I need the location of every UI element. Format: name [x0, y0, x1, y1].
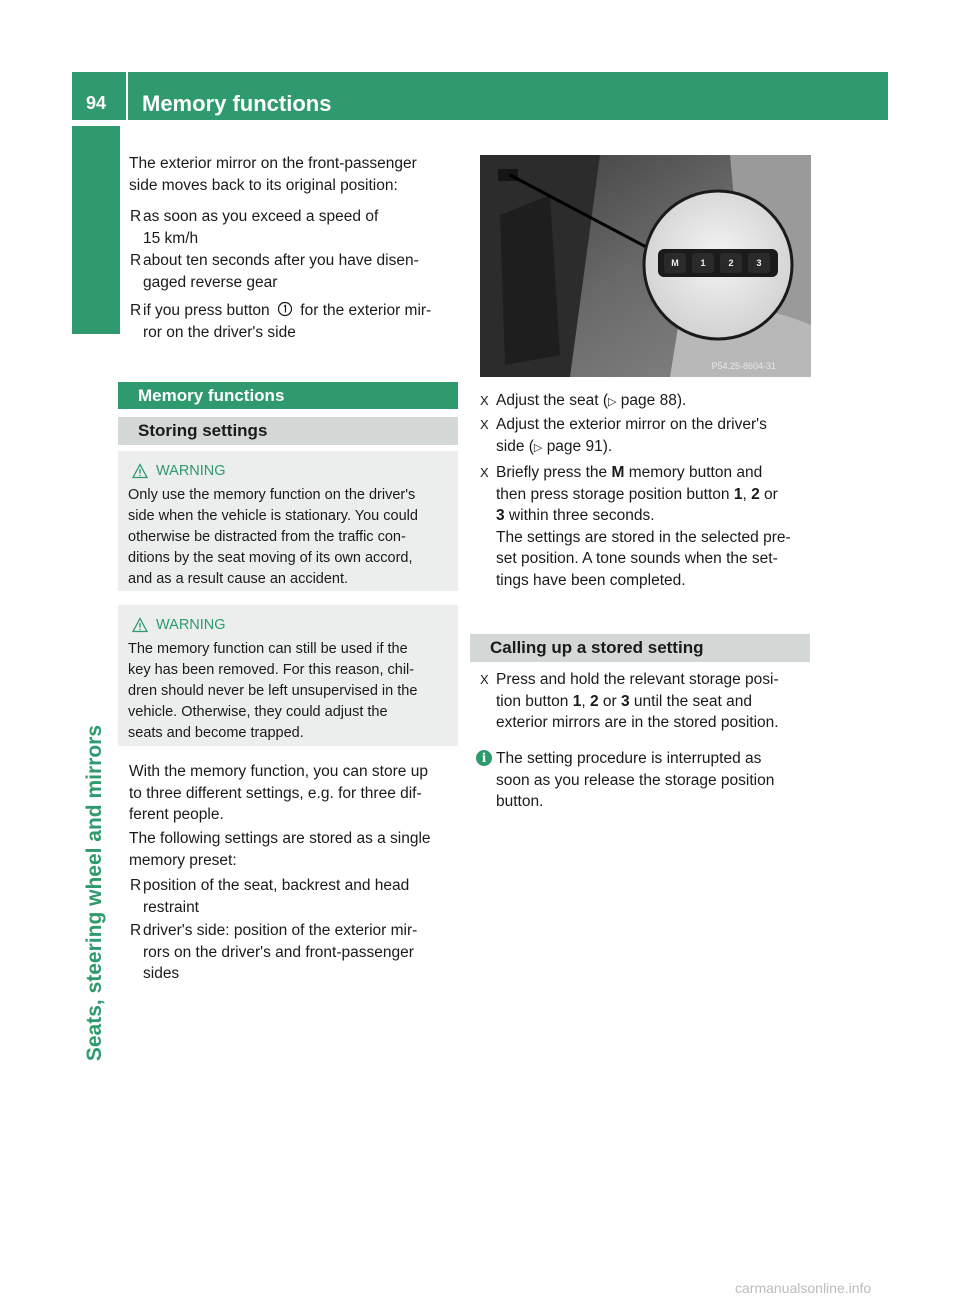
photo-code: P54.25-8604-31: [711, 361, 776, 371]
page-ref-arrow-icon: ▷: [608, 396, 617, 408]
intro-text: The exterior mirror on the front-passenger side moves back to its original position:: [129, 155, 417, 194]
list-item: R if you press button for the exterior mir- ror on the driver's side: [130, 302, 432, 341]
info-icon: i: [476, 750, 492, 766]
warning-icon: [132, 617, 148, 633]
circled-1-icon: [277, 301, 293, 317]
sub-heading: Storing settings: [118, 417, 458, 445]
page-number: 94: [86, 93, 107, 113]
list-item: R driver's side: position of the exterior mir- rors on the driver's and front-passenger sides: [130, 922, 418, 982]
step-item: X Briefly press the M memory button and then press storage position button 1, 2 or 3 within three seconds. The settings are stored in the selected pre- set position. A tone sounds when the set- tings have been completed.: [480, 464, 791, 589]
header-divider: [126, 72, 128, 120]
sub-heading: Calling up a stored setting: [470, 634, 810, 662]
memory-2-label: 2: [728, 258, 734, 268]
warning-box: WARNING Only use the memory function on the driver's side when the vehicle is stationary. You could otherwise be distracted from the traffic con- ditions by the seat moving of its own accord, and as a result cause an accident.: [118, 451, 458, 591]
page-ref-arrow-icon: ▷: [533, 441, 543, 454]
chapter-tab: [72, 126, 120, 334]
step-item: X Adjust the exterior mirror on the driver's side (▷ page 91).: [480, 416, 767, 455]
list-item: R position of the seat, backrest and head restraint: [130, 877, 410, 916]
paragraph: The following settings are stored as a single memory preset:: [129, 830, 431, 869]
memory-1-label: 1: [700, 258, 706, 268]
watermark: carmanualsonline.info: [735, 1280, 872, 1296]
info-text: The setting procedure is interrupted as soon as you release the storage position button.: [496, 750, 775, 810]
section-heading: Memory functions: [118, 382, 458, 409]
door-panel-photo: [480, 155, 811, 377]
list-item: R about ten seconds after you have disen- gaged reverse gear: [130, 252, 419, 291]
step-item: X Press and hold the relevant storage posi- tion button 1, 2 or 3 until the seat and exterior mirrors are in the stored position.: [480, 671, 779, 731]
warning-title: WARNING: [156, 617, 226, 633]
warning-title: WARNING: [156, 463, 226, 479]
memory-m-label: M: [671, 258, 679, 268]
paragraph: With the memory function, you can store up to three different settings, e.g. for three dif- ferent people.: [129, 763, 428, 823]
list-item: R as soon as you exceed a speed of 15 km/h: [130, 208, 379, 247]
memory-3-label: 3: [756, 258, 762, 268]
page-title: Memory functions: [142, 91, 332, 116]
warning-icon: [132, 463, 148, 479]
step-item: X Adjust the seat (▷ page 88).: [480, 392, 687, 409]
warning-box: WARNING The memory function can still be used if the key has been removed. For this reason, chil- dren should never be left unsupervised in the vehicle. Otherwise, they could adjust the seats and become trapped.: [118, 605, 458, 746]
chapter-title: Seats, steering wheel and mirrors: [83, 725, 106, 1062]
